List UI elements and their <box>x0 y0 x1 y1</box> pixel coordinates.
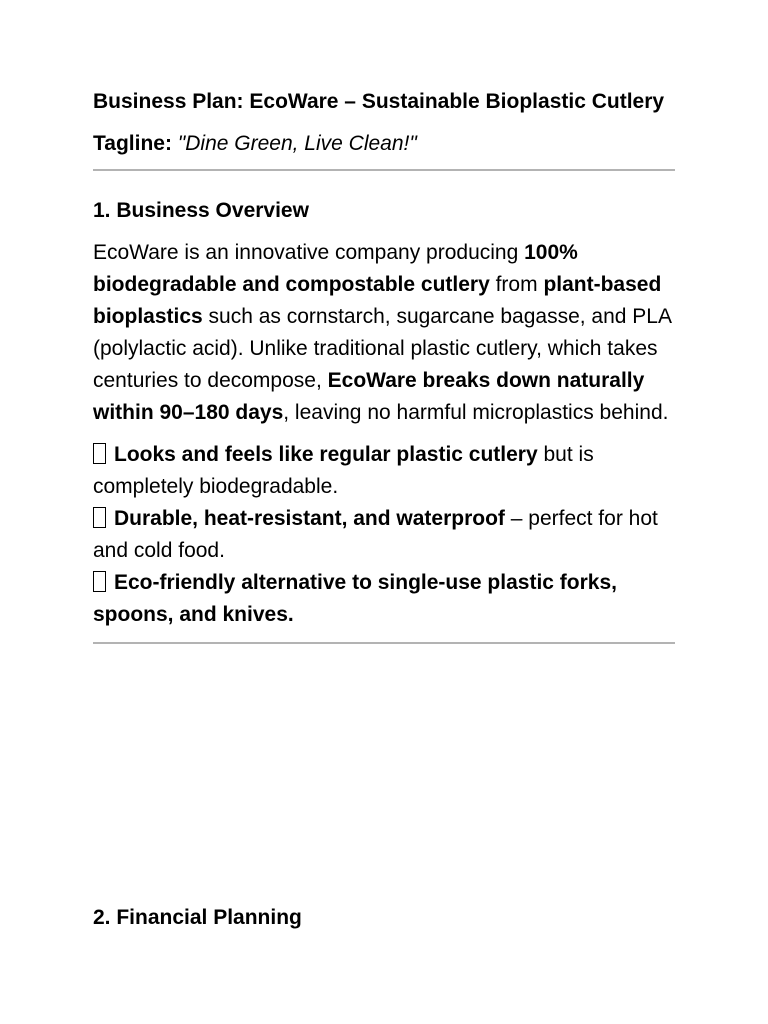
paragraph-bold-text: 100% biodegradable and compostable cutlery <box>93 241 578 296</box>
feature-list <box>93 439 677 631</box>
list-item <box>93 567 677 631</box>
document-page <box>93 86 677 644</box>
horizontal-rule <box>93 169 675 171</box>
paragraph-text: EcoWare is an innovative company producing <box>93 241 525 264</box>
horizontal-rule <box>93 642 675 644</box>
list-item-text: but is completely biodegradable. <box>93 443 594 498</box>
missing-glyph-icon <box>93 507 106 528</box>
missing-glyph-icon <box>93 571 106 592</box>
tagline <box>93 128 677 160</box>
list-item-bold: Eco-friendly alternative to single-use plastic forks, spoons, and knives. <box>93 571 617 626</box>
section-heading-financial-planning: 2. Financial Planning <box>93 906 302 929</box>
missing-glyph-icon <box>93 443 106 464</box>
list-item <box>93 503 677 567</box>
paragraph-text: from <box>489 273 544 296</box>
paragraph-text: such as cornstarch, sugarcane bagasse, and PLA (polylactic acid). Unlike traditional plastic cutlery, which takes centuries to decompose, <box>93 305 671 392</box>
paragraph-bold-text: plant-based bioplastics <box>93 273 662 328</box>
list-item-text: – perfect for hot and cold food. <box>93 507 658 562</box>
list-item <box>93 439 677 503</box>
document-title: Business Plan: EcoWare – Sustainable Bioplastic Cutlery <box>93 90 665 113</box>
business-overview-paragraph <box>93 237 677 429</box>
list-item-bold: Looks and feels like regular plastic cutlery <box>114 443 538 466</box>
list-item-bold: Durable, heat-resistant, and waterproof <box>114 507 505 530</box>
section-heading-business-overview: 1. Business Overview <box>93 199 309 222</box>
tagline-label: Tagline: <box>93 132 172 155</box>
tagline-value: "Dine Green, Live Clean!" <box>177 132 417 155</box>
paragraph-bold-text: EcoWare breaks down naturally within 90–180 days <box>93 369 645 424</box>
paragraph-text: , leaving no harmful microplastics behind. <box>283 401 669 424</box>
